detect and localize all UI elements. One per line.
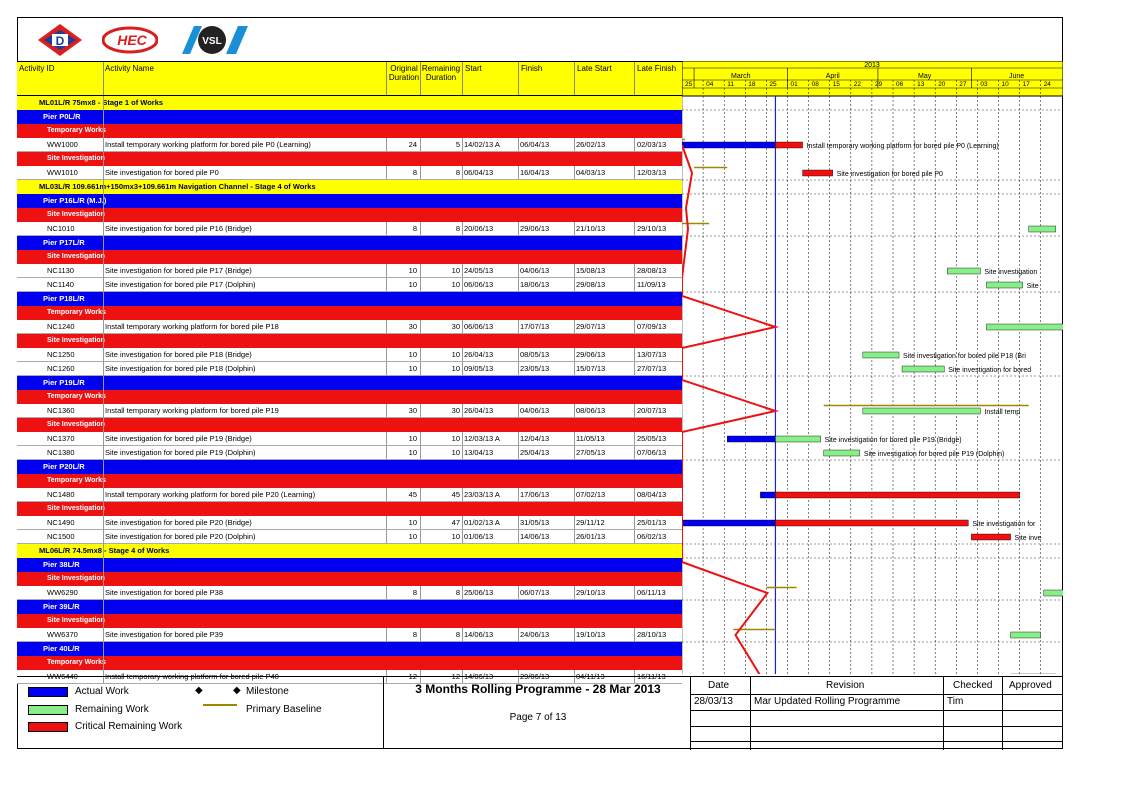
late-finish: 28/10/13 [637, 630, 667, 639]
group-label: Site Investigation [47, 575, 105, 582]
group-label: Site Investigation [47, 505, 105, 512]
remaining-bar [824, 450, 860, 456]
activity-name: Site investigation for bored pile P39 [105, 630, 223, 639]
wbs-group-row[interactable] [17, 96, 682, 110]
activity-row[interactable] [17, 488, 682, 502]
remaining-bar [1011, 632, 1041, 638]
timeline-week: 24 [1043, 81, 1051, 88]
rev-header-revision: Revision [826, 680, 865, 691]
activity-id: NC1490 [47, 518, 75, 527]
activity-name: Site investigation for bored pile P18 (Bridge) [105, 350, 252, 359]
col-activity-id: Activity ID [19, 64, 55, 73]
remaining-duration: 47 [451, 518, 460, 527]
bar-label: Site inve [1014, 535, 1042, 542]
remaining-duration: 10 [451, 364, 460, 373]
table-header [17, 61, 682, 96]
timeline-week: 10 [1001, 81, 1009, 88]
rev-text: Mar Updated Rolling Programme [754, 696, 901, 707]
activity-id: WW6290 [47, 588, 78, 597]
group-label: Pier P19L/R [43, 378, 85, 387]
original-duration: 8 [412, 224, 417, 233]
late-start: 26/01/13 [576, 532, 606, 541]
remaining-duration: 10 [451, 280, 460, 289]
start-date: 01/06/13 [464, 532, 494, 541]
col-finish: Finish [521, 64, 543, 73]
remaining-bar [1029, 226, 1056, 232]
group-label: Temporary Works [47, 309, 106, 316]
group-label: Site Investigation [47, 211, 105, 218]
activity-id: WW6440 [47, 672, 78, 681]
activity-name: Install temporary working platform for bored pile P18 [105, 322, 279, 331]
remaining-bar [775, 520, 968, 526]
bar-label: Site investigation for bored pile P0 [836, 171, 943, 178]
actual-bar [682, 520, 775, 526]
late-finish: 25/05/13 [637, 434, 667, 443]
work-type-row[interactable] [17, 152, 682, 166]
start-date: 24/05/13 [464, 266, 494, 275]
original-duration: 24 [408, 140, 417, 149]
activity-name: Site investigation for bored pile P20 (Dolphin) [105, 532, 256, 541]
timeline-week: 27 [959, 81, 967, 88]
bar-label: Site [1026, 283, 1039, 290]
original-duration: 45 [408, 490, 417, 499]
vsl-logo [172, 24, 252, 56]
pier-group-row[interactable] [17, 236, 682, 250]
activity-name: Site investigation for bored pile P18 (Dolphin) [105, 364, 256, 373]
remaining-duration: 30 [451, 322, 460, 331]
remaining-bar [986, 282, 1022, 288]
remaining-bar [775, 142, 802, 148]
critical-bar [803, 170, 833, 176]
finish-date: 25/04/13 [520, 448, 550, 457]
start-date: 14/02/13 A [464, 140, 500, 149]
activity-name: Install temporary working platform for bored pile P20 (Learning) [105, 490, 316, 499]
remaining-duration: 8 [455, 630, 460, 639]
pier-group-row[interactable] [17, 642, 682, 656]
legend-remaining-swatch [28, 705, 68, 715]
activity-name: Site investigation for bored pile P17 (Bridge) [105, 266, 252, 275]
activity-row[interactable] [17, 586, 682, 600]
group-label: Pier 38L/R [43, 560, 80, 569]
original-duration: 10 [408, 266, 417, 275]
start-date: 26/04/13 [464, 350, 494, 359]
activity-row[interactable] [17, 222, 682, 236]
late-finish: 29/10/13 [637, 224, 667, 233]
timeline-week: 01 [790, 81, 798, 88]
remaining-duration: 12 [451, 672, 460, 681]
finish-date: 08/05/13 [520, 350, 550, 359]
activity-id: NC1240 [47, 322, 75, 331]
timeline-week: 25 [685, 81, 693, 88]
work-type-row[interactable] [17, 306, 682, 320]
bar-label: Install temporary working platform for bored pile P0 (Learning) [806, 143, 999, 150]
activity-row[interactable] [17, 628, 682, 642]
late-finish: 06/02/13 [637, 532, 667, 541]
group-label: Pier P20L/R [43, 462, 85, 471]
activity-name: Site investigation for bored pile P0 [105, 168, 219, 177]
work-type-row[interactable] [17, 250, 682, 264]
group-label: Site Investigation [47, 421, 105, 428]
remaining-bar [863, 408, 981, 414]
start-date: 26/04/13 [464, 406, 494, 415]
col-late-start: Late Start [577, 64, 612, 73]
legend-divider [383, 677, 384, 749]
original-duration: 10 [408, 364, 417, 373]
col-late-finish: Late Finish [637, 64, 677, 73]
activity-name: Install temporary working platform for bored pile P40 [105, 672, 279, 681]
finish-date: 14/06/13 [520, 532, 550, 541]
pier-group-row[interactable] [17, 600, 682, 614]
finish-date: 06/04/13 [520, 140, 550, 149]
original-duration: 10 [408, 448, 417, 457]
remaining-bar [775, 492, 1019, 498]
rev-header-date: Date [708, 680, 730, 691]
finish-date: 23/05/13 [520, 364, 550, 373]
late-start: 29/07/13 [576, 322, 606, 331]
finish-date: 31/05/13 [520, 518, 550, 527]
activity-row[interactable] [17, 516, 682, 530]
activity-id: NC1360 [47, 406, 75, 415]
pier-group-row[interactable] [17, 558, 682, 572]
finish-date: 04/06/13 [520, 266, 550, 275]
report-title: 3 Months Rolling Programme - 28 Mar 2013 [415, 682, 661, 696]
rev-date: 28/03/13 [694, 696, 733, 707]
timeline-week: 03 [980, 81, 988, 88]
group-label: Temporary Works [47, 393, 106, 400]
timeline-week: 20 [938, 81, 946, 88]
bar-label: Site investigation [984, 269, 1038, 276]
remaining-duration: 5 [455, 140, 460, 149]
late-start: 08/06/13 [576, 406, 606, 415]
remaining-duration: 10 [451, 532, 460, 541]
original-duration: 30 [408, 406, 417, 415]
activity-row[interactable] [17, 530, 682, 544]
timeline-week: 15 [832, 81, 840, 88]
finish-date: 06/07/13 [520, 588, 550, 597]
activity-row[interactable] [17, 348, 682, 362]
activity-row[interactable] [17, 166, 682, 180]
work-type-row[interactable] [17, 502, 682, 516]
late-start: 29/10/13 [576, 588, 606, 597]
progress-line [682, 145, 775, 674]
group-label: ML03L/R 109.661m+150mx3+109.661m Navigation Channel - Stage 4 of Works [39, 182, 316, 191]
legend-remaining-label: Remaining Work [75, 704, 149, 715]
original-duration: 8 [412, 168, 417, 177]
timeline-month: June [1008, 73, 1025, 80]
late-start: 26/02/13 [576, 140, 606, 149]
wbs-group-row[interactable] [17, 180, 682, 194]
activity-name: Install temporary working platform for bored pile P0 (Learning) [105, 140, 311, 149]
pier-group-row[interactable] [17, 110, 682, 124]
work-type-row[interactable] [17, 474, 682, 488]
bar-label: Site investigation for bored pile P19 (Bridge) [824, 437, 962, 444]
rev-header-checked: Checked [953, 680, 993, 691]
late-finish: 07/09/13 [637, 322, 667, 331]
activity-id: NC1500 [47, 532, 75, 541]
footer-legend [17, 676, 1063, 749]
start-date: 14/06/13 [464, 630, 494, 639]
remaining-duration: 10 [451, 350, 460, 359]
activity-row[interactable] [17, 320, 682, 334]
group-label: Pier P0L/R [43, 112, 81, 121]
start-date: 13/04/13 [464, 448, 494, 457]
timeline-year: 2013 [864, 62, 880, 69]
activity-row[interactable] [17, 432, 682, 446]
gantt-chart [682, 61, 1063, 674]
wbs-group-row[interactable] [17, 544, 682, 558]
pier-group-row[interactable] [17, 460, 682, 474]
late-finish: 02/03/13 [637, 140, 667, 149]
activity-row[interactable] [17, 264, 682, 278]
remaining-bar [947, 268, 980, 274]
late-start: 21/10/13 [576, 224, 606, 233]
svg-text:VSL: VSL [202, 36, 222, 47]
col-start: Start [465, 64, 482, 73]
remaining-duration: 8 [455, 588, 460, 597]
group-label: Site Investigation [47, 155, 105, 162]
late-finish: 08/04/13 [637, 490, 667, 499]
remaining-bar [986, 324, 1063, 330]
finish-date: 29/06/13 [520, 672, 550, 681]
svg-text:HEC: HEC [117, 32, 147, 48]
timeline-week: 04 [706, 81, 714, 88]
actual-bar [682, 142, 775, 148]
late-finish: 13/07/13 [637, 350, 667, 359]
legend-baseline-label: Primary Baseline [246, 704, 322, 715]
remaining-bar [1044, 590, 1063, 596]
timeline-week: 06 [896, 81, 904, 88]
legend-critical-swatch [28, 722, 68, 732]
activity-name: Site investigation for bored pile P16 (Bridge) [105, 224, 252, 233]
late-finish: 06/11/13 [637, 588, 666, 597]
activity-name: Site investigation for bored pile P20 (Bridge) [105, 518, 252, 527]
late-start: 19/10/13 [576, 630, 606, 639]
activity-row[interactable] [17, 404, 682, 418]
start-date: 20/06/13 [464, 224, 494, 233]
milestone-icon: ◆ [233, 685, 241, 696]
late-start: 27/05/13 [576, 448, 606, 457]
legend-milestone-label: Milestone [246, 686, 289, 697]
original-duration: 10 [408, 518, 417, 527]
group-label: Temporary Works [47, 127, 106, 134]
group-label: Site Investigation [47, 337, 105, 344]
late-start: 29/06/13 [576, 350, 606, 359]
start-date: 12/03/13 A [464, 434, 500, 443]
activity-row[interactable] [17, 278, 682, 292]
col-original-duration: Original Duration [388, 64, 420, 82]
original-duration: 10 [408, 350, 417, 359]
remaining-duration: 30 [451, 406, 460, 415]
bar-label: Site investigation for bored pile P19 (Dolphin) [863, 451, 1005, 458]
rev-header-approved: Approved [1009, 680, 1052, 691]
work-type-row[interactable] [17, 572, 682, 586]
group-label: Site Investigation [47, 253, 105, 260]
pier-group-row[interactable] [17, 292, 682, 306]
activity-id: WW6370 [47, 630, 78, 639]
activity-id: NC1010 [47, 224, 75, 233]
remaining-duration: 10 [451, 266, 460, 275]
remaining-duration: 10 [451, 448, 460, 457]
critical-bar [971, 534, 1010, 540]
d-logo [38, 24, 82, 56]
start-date: 14/06/13 [464, 672, 494, 681]
start-date: 06/04/13 [464, 168, 494, 177]
activity-id: NC1260 [47, 364, 75, 373]
activity-name: Site investigation for bored pile P19 (Bridge) [105, 434, 252, 443]
late-finish: 27/07/13 [637, 364, 667, 373]
legend-critical-label: Critical Remaining Work [75, 721, 183, 732]
col-remaining-duration: Remaining Duration [421, 64, 461, 82]
timeline-month: April [825, 73, 840, 80]
rev-checked: Tim [947, 696, 964, 707]
timeline-week: 17 [1022, 81, 1030, 88]
activity-id: NC1250 [47, 350, 75, 359]
late-start: 11/05/13 [576, 434, 605, 443]
activity-id: WW1000 [47, 140, 78, 149]
remaining-duration: 10 [451, 434, 460, 443]
revision-table [690, 677, 1063, 750]
group-label: Pier P17L/R [43, 238, 85, 247]
late-finish: 20/07/13 [637, 406, 667, 415]
group-label: Site Investigation [47, 617, 105, 624]
remaining-bar [775, 436, 820, 442]
page-number: Page 7 of 13 [509, 712, 567, 723]
group-label: Temporary Works [47, 659, 106, 666]
late-finish: 11/09/13 [637, 280, 666, 289]
actual-bar [727, 436, 775, 442]
remaining-bar [902, 366, 944, 372]
timeline-week: 11 [727, 81, 734, 88]
legend-actual-swatch [28, 687, 68, 697]
finish-date: 18/06/13 [520, 280, 550, 289]
start-date: 06/06/13 [464, 322, 494, 331]
late-finish: 12/03/13 [637, 168, 667, 177]
timeline-month: May [918, 73, 932, 80]
late-finish: 07/06/13 [637, 448, 667, 457]
late-start: 04/03/13 [576, 168, 606, 177]
finish-date: 12/04/13 [520, 434, 550, 443]
original-duration: 8 [412, 588, 417, 597]
bar-label: Site investigation for bored [948, 367, 1032, 374]
late-start: 07/02/13 [576, 490, 606, 499]
timeline-week: 08 [811, 81, 819, 88]
actual-bar [760, 492, 775, 498]
bar-label: Install temp [984, 409, 1021, 416]
late-start: 29/11/12 [576, 518, 605, 527]
activity-id: NC1370 [47, 434, 75, 443]
original-duration: 10 [408, 532, 417, 541]
finish-date: 17/06/13 [520, 490, 550, 499]
remaining-duration: 8 [455, 168, 460, 177]
timeline-week: 22 [853, 81, 862, 88]
timeline-week: 25 [769, 81, 777, 88]
work-type-row[interactable] [17, 390, 682, 404]
group-label: Pier 39L/R [43, 602, 80, 611]
group-label: Pier P16L/R (M.J.) [43, 196, 107, 205]
start-date: 01/02/13 A [464, 518, 500, 527]
group-label: ML06L/R 74.5mx8 - Stage 4 of Works [39, 546, 170, 555]
start-date: 06/06/13 [464, 280, 494, 289]
col-activity-name: Activity Name [105, 64, 154, 73]
legend-actual-label: Actual Work [75, 686, 129, 697]
milestone-icon: ◆ [195, 685, 203, 696]
timeline-week: 13 [917, 81, 925, 88]
work-type-row[interactable] [17, 334, 682, 348]
start-date: 09/05/13 [464, 364, 494, 373]
timeline-month: March [731, 73, 751, 80]
original-duration: 12 [408, 672, 417, 681]
activity-row[interactable] [17, 138, 682, 152]
pier-group-row[interactable] [17, 376, 682, 390]
activity-name: Install temporary working platform for bored pile P19 [105, 406, 279, 415]
activity-id: NC1130 [47, 266, 74, 275]
pier-group-row[interactable] [17, 194, 682, 208]
original-duration: 8 [412, 630, 417, 639]
late-finish: 28/08/13 [637, 266, 667, 275]
remaining-duration: 45 [451, 490, 460, 499]
finish-date: 29/06/13 [520, 224, 550, 233]
start-date: 23/03/13 A [464, 490, 500, 499]
original-duration: 10 [408, 434, 417, 443]
late-finish: 16/11/13 [637, 672, 666, 681]
late-finish: 25/01/13 [637, 518, 667, 527]
activity-id: NC1480 [47, 490, 75, 499]
group-label: Pier 40L/R [43, 644, 80, 653]
activity-name: Site investigation for bored pile P38 [105, 588, 223, 597]
bar-label: Site investigation for [972, 521, 1036, 528]
bar-label: Site investigation for bored pile P18 (Bri [903, 353, 1026, 360]
group-label: ML01L/R 75mx8 - Stage 1 of Works [39, 98, 164, 107]
work-type-row[interactable] [17, 208, 682, 222]
activity-name: Site investigation for bored pile P19 (Dolphin) [105, 448, 256, 457]
group-label: Temporary Works [47, 477, 106, 484]
remaining-bar [863, 352, 899, 358]
work-type-row[interactable] [17, 614, 682, 628]
remaining-duration: 8 [455, 224, 460, 233]
legend-baseline-swatch [203, 704, 237, 706]
original-duration: 30 [408, 322, 417, 331]
timeline-week: 29 [874, 81, 883, 88]
activity-id: NC1140 [47, 280, 74, 289]
work-type-row[interactable] [17, 656, 682, 670]
work-type-row[interactable] [17, 124, 682, 138]
late-start: 15/08/13 [576, 266, 606, 275]
original-duration: 10 [408, 280, 417, 289]
start-date: 25/06/13 [464, 588, 494, 597]
activity-name: Site investigation for bored pile P17 (Dolphin) [105, 280, 256, 289]
work-type-row[interactable] [17, 418, 682, 432]
group-label: Pier P18L/R [43, 294, 85, 303]
late-start: 15/07/13 [576, 364, 606, 373]
finish-date: 17/07/13 [520, 322, 550, 331]
activity-row[interactable] [17, 446, 682, 460]
activity-id: WW1010 [47, 168, 78, 177]
hec-logo [102, 26, 158, 54]
late-start: 29/08/13 [576, 280, 606, 289]
finish-date: 16/04/13 [520, 168, 550, 177]
finish-date: 24/06/13 [520, 630, 550, 639]
late-start: 04/11/13 [576, 672, 605, 681]
activity-id: NC1380 [47, 448, 75, 457]
activity-row[interactable] [17, 362, 682, 376]
timeline-week: 18 [748, 81, 756, 88]
finish-date: 04/06/13 [520, 406, 550, 415]
svg-text:D: D [55, 34, 65, 48]
